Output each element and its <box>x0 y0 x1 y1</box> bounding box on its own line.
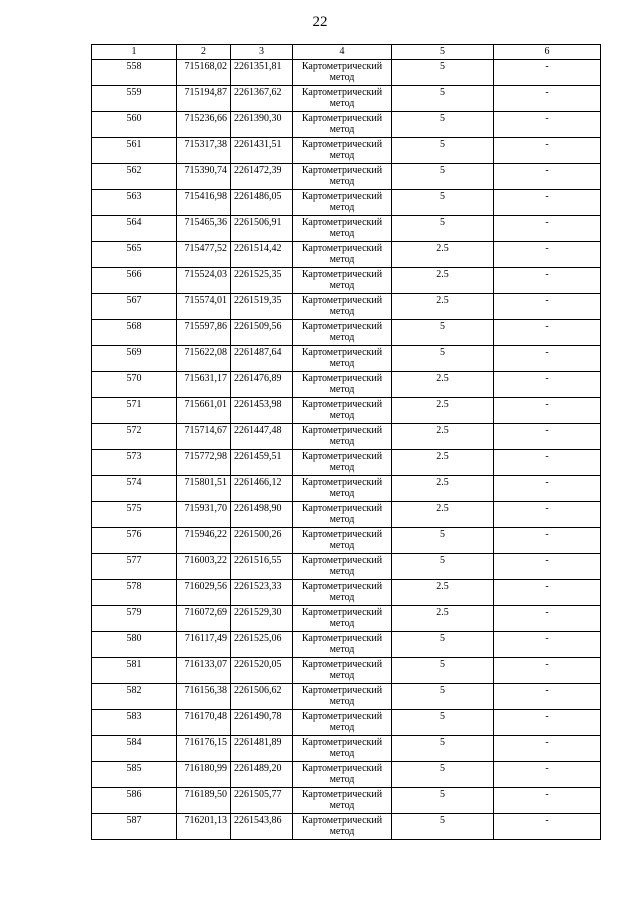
point-number-cell: 558 <box>92 60 177 86</box>
x-coordinate-cell: 715477,52 <box>177 242 231 268</box>
table-row <box>92 164 601 190</box>
accuracy-cell: 5 <box>392 346 494 372</box>
y-coordinate-cell: 2261520,05 <box>231 658 293 684</box>
point-number-cell: 581 <box>92 658 177 684</box>
description-cell: - <box>494 138 601 164</box>
description-cell: - <box>494 164 601 190</box>
method-cell: Картометрический метод <box>293 528 392 554</box>
method-cell: Картометрический метод <box>293 164 392 190</box>
y-coordinate-cell: 2261514,42 <box>231 242 293 268</box>
accuracy-cell: 5 <box>392 60 494 86</box>
table-row <box>92 320 601 346</box>
point-number-cell: 571 <box>92 398 177 424</box>
description-cell: - <box>494 320 601 346</box>
y-coordinate-cell: 2261459,51 <box>231 450 293 476</box>
table-row <box>92 580 601 606</box>
point-number-cell: 574 <box>92 476 177 502</box>
y-coordinate-cell: 2261447,48 <box>231 424 293 450</box>
point-number-cell: 578 <box>92 580 177 606</box>
x-coordinate-cell: 715168,02 <box>177 60 231 86</box>
accuracy-cell: 5 <box>392 320 494 346</box>
y-coordinate-cell: 2261498,90 <box>231 502 293 528</box>
accuracy-cell: 5 <box>392 164 494 190</box>
page-number: 22 <box>312 14 328 30</box>
accuracy-cell: 2.5 <box>392 268 494 294</box>
x-coordinate-cell: 716117,49 <box>177 632 231 658</box>
table-row <box>92 502 601 528</box>
method-cell: Картометрический метод <box>293 138 392 164</box>
description-cell: - <box>494 398 601 424</box>
method-cell: Картометрический метод <box>293 372 392 398</box>
point-number-cell: 562 <box>92 164 177 190</box>
x-coordinate-cell: 715661,01 <box>177 398 231 424</box>
point-number-cell: 567 <box>92 294 177 320</box>
y-coordinate-cell: 2261506,62 <box>231 684 293 710</box>
y-coordinate-cell: 2261489,20 <box>231 762 293 788</box>
method-cell: Картометрический метод <box>293 580 392 606</box>
table-row <box>92 216 601 242</box>
table-row <box>92 398 601 424</box>
coordinates-table <box>91 44 601 840</box>
description-cell: - <box>494 450 601 476</box>
point-number-cell: 587 <box>92 814 177 840</box>
table-row <box>92 86 601 112</box>
accuracy-cell: 2.5 <box>392 606 494 632</box>
accuracy-cell: 5 <box>392 632 494 658</box>
y-coordinate-cell: 2261487,64 <box>231 346 293 372</box>
x-coordinate-cell: 716156,38 <box>177 684 231 710</box>
accuracy-cell: 2.5 <box>392 242 494 268</box>
point-number-cell: 580 <box>92 632 177 658</box>
accuracy-cell: 2.5 <box>392 372 494 398</box>
x-coordinate-cell: 715317,38 <box>177 138 231 164</box>
description-cell: - <box>494 580 601 606</box>
point-number-cell: 572 <box>92 424 177 450</box>
x-coordinate-cell: 715714,67 <box>177 424 231 450</box>
accuracy-cell: 5 <box>392 658 494 684</box>
table-row <box>92 190 601 216</box>
accuracy-cell: 5 <box>392 138 494 164</box>
y-coordinate-cell: 2261486,05 <box>231 190 293 216</box>
method-cell: Картометрический метод <box>293 684 392 710</box>
y-coordinate-cell: 2261476,89 <box>231 372 293 398</box>
description-cell: - <box>494 658 601 684</box>
description-cell: - <box>494 528 601 554</box>
y-coordinate-cell: 2261481,89 <box>231 736 293 762</box>
description-cell: - <box>494 632 601 658</box>
table-row <box>92 372 601 398</box>
column-header-6: 6 <box>494 45 601 60</box>
method-cell: Картометрический метод <box>293 788 392 814</box>
column-header-1: 1 <box>92 45 177 60</box>
x-coordinate-cell: 715574,01 <box>177 294 231 320</box>
x-coordinate-cell: 715597,86 <box>177 320 231 346</box>
description-cell: - <box>494 216 601 242</box>
point-number-cell: 566 <box>92 268 177 294</box>
method-cell: Картометрический метод <box>293 632 392 658</box>
x-coordinate-cell: 716072,69 <box>177 606 231 632</box>
description-cell: - <box>494 60 601 86</box>
table-row <box>92 138 601 164</box>
table-row <box>92 268 601 294</box>
method-cell: Картометрический метод <box>293 190 392 216</box>
method-cell: Картометрический метод <box>293 814 392 840</box>
y-coordinate-cell: 2261490,78 <box>231 710 293 736</box>
y-coordinate-cell: 2261505,77 <box>231 788 293 814</box>
description-cell: - <box>494 476 601 502</box>
accuracy-cell: 5 <box>392 554 494 580</box>
method-cell: Картометрический метод <box>293 762 392 788</box>
accuracy-cell: 5 <box>392 736 494 762</box>
table-body <box>92 60 601 840</box>
point-number-cell: 579 <box>92 606 177 632</box>
table-row <box>92 762 601 788</box>
point-number-cell: 573 <box>92 450 177 476</box>
table-row <box>92 476 601 502</box>
point-number-cell: 564 <box>92 216 177 242</box>
x-coordinate-cell: 716170,48 <box>177 710 231 736</box>
method-cell: Картометрический метод <box>293 554 392 580</box>
method-cell: Картометрический метод <box>293 294 392 320</box>
method-cell: Картометрический метод <box>293 710 392 736</box>
y-coordinate-cell: 2261523,33 <box>231 580 293 606</box>
x-coordinate-cell: 715631,17 <box>177 372 231 398</box>
y-coordinate-cell: 2261525,35 <box>231 268 293 294</box>
point-number-cell: 582 <box>92 684 177 710</box>
accuracy-cell: 2.5 <box>392 580 494 606</box>
description-cell: - <box>494 554 601 580</box>
accuracy-cell: 5 <box>392 762 494 788</box>
description-cell: - <box>494 814 601 840</box>
accuracy-cell: 5 <box>392 216 494 242</box>
accuracy-cell: 2.5 <box>392 450 494 476</box>
y-coordinate-cell: 2261453,98 <box>231 398 293 424</box>
point-number-cell: 575 <box>92 502 177 528</box>
point-number-cell: 563 <box>92 190 177 216</box>
table-row <box>92 554 601 580</box>
table-row <box>92 736 601 762</box>
accuracy-cell: 5 <box>392 528 494 554</box>
table-row <box>92 684 601 710</box>
method-cell: Картометрический метод <box>293 476 392 502</box>
y-coordinate-cell: 2261466,12 <box>231 476 293 502</box>
y-coordinate-cell: 2261525,06 <box>231 632 293 658</box>
x-coordinate-cell: 716003,22 <box>177 554 231 580</box>
point-number-cell: 570 <box>92 372 177 398</box>
point-number-cell: 585 <box>92 762 177 788</box>
x-coordinate-cell: 715524,03 <box>177 268 231 294</box>
method-cell: Картометрический метод <box>293 658 392 684</box>
table-row <box>92 424 601 450</box>
method-cell: Картометрический метод <box>293 268 392 294</box>
table-row <box>92 814 601 840</box>
column-header-2: 2 <box>177 45 231 60</box>
method-cell: Картометрический метод <box>293 242 392 268</box>
description-cell: - <box>494 190 601 216</box>
x-coordinate-cell: 715801,51 <box>177 476 231 502</box>
accuracy-cell: 5 <box>392 788 494 814</box>
y-coordinate-cell: 2261509,56 <box>231 320 293 346</box>
table-row <box>92 606 601 632</box>
table-header <box>92 45 601 60</box>
column-header-4: 4 <box>293 45 392 60</box>
description-cell: - <box>494 346 601 372</box>
x-coordinate-cell: 716201,13 <box>177 814 231 840</box>
table-row <box>92 632 601 658</box>
method-cell: Картометрический метод <box>293 86 392 112</box>
column-header-5: 5 <box>392 45 494 60</box>
x-coordinate-cell: 715946,22 <box>177 528 231 554</box>
table-row <box>92 242 601 268</box>
method-cell: Картометрический метод <box>293 216 392 242</box>
description-cell: - <box>494 372 601 398</box>
point-number-cell: 584 <box>92 736 177 762</box>
y-coordinate-cell: 2261351,81 <box>231 60 293 86</box>
description-cell: - <box>494 788 601 814</box>
table-row <box>92 346 601 372</box>
table-row <box>92 658 601 684</box>
y-coordinate-cell: 2261431,51 <box>231 138 293 164</box>
description-cell: - <box>494 294 601 320</box>
description-cell: - <box>494 112 601 138</box>
x-coordinate-cell: 716180,99 <box>177 762 231 788</box>
x-coordinate-cell: 715465,36 <box>177 216 231 242</box>
accuracy-cell: 5 <box>392 684 494 710</box>
table-row <box>92 450 601 476</box>
x-coordinate-cell: 715772,98 <box>177 450 231 476</box>
point-number-cell: 577 <box>92 554 177 580</box>
y-coordinate-cell: 2261506,91 <box>231 216 293 242</box>
accuracy-cell: 5 <box>392 710 494 736</box>
method-cell: Картометрический метод <box>293 60 392 86</box>
accuracy-cell: 2.5 <box>392 294 494 320</box>
x-coordinate-cell: 715622,08 <box>177 346 231 372</box>
point-number-cell: 586 <box>92 788 177 814</box>
point-number-cell: 559 <box>92 86 177 112</box>
x-coordinate-cell: 715236,66 <box>177 112 231 138</box>
x-coordinate-cell: 716189,50 <box>177 788 231 814</box>
description-cell: - <box>494 710 601 736</box>
method-cell: Картометрический метод <box>293 450 392 476</box>
description-cell: - <box>494 762 601 788</box>
table-row <box>92 60 601 86</box>
table-row <box>92 710 601 736</box>
x-coordinate-cell: 716029,56 <box>177 580 231 606</box>
table-row <box>92 528 601 554</box>
x-coordinate-cell: 715194,87 <box>177 86 231 112</box>
y-coordinate-cell: 2261472,39 <box>231 164 293 190</box>
y-coordinate-cell: 2261390,30 <box>231 112 293 138</box>
y-coordinate-cell: 2261543,86 <box>231 814 293 840</box>
description-cell: - <box>494 606 601 632</box>
y-coordinate-cell: 2261516,55 <box>231 554 293 580</box>
description-cell: - <box>494 684 601 710</box>
method-cell: Картометрический метод <box>293 320 392 346</box>
description-cell: - <box>494 268 601 294</box>
accuracy-cell: 5 <box>392 86 494 112</box>
point-number-cell: 569 <box>92 346 177 372</box>
method-cell: Картометрический метод <box>293 398 392 424</box>
y-coordinate-cell: 2261367,62 <box>231 86 293 112</box>
x-coordinate-cell: 716176,15 <box>177 736 231 762</box>
point-number-cell: 561 <box>92 138 177 164</box>
description-cell: - <box>494 502 601 528</box>
table-row <box>92 294 601 320</box>
column-header-3: 3 <box>231 45 293 60</box>
point-number-cell: 568 <box>92 320 177 346</box>
method-cell: Картометрический метод <box>293 736 392 762</box>
accuracy-cell: 2.5 <box>392 424 494 450</box>
description-cell: - <box>494 424 601 450</box>
accuracy-cell: 5 <box>392 112 494 138</box>
x-coordinate-cell: 715416,98 <box>177 190 231 216</box>
accuracy-cell: 5 <box>392 190 494 216</box>
description-cell: - <box>494 736 601 762</box>
table-row <box>92 788 601 814</box>
x-coordinate-cell: 716133,07 <box>177 658 231 684</box>
method-cell: Картометрический метод <box>293 424 392 450</box>
method-cell: Картометрический метод <box>293 112 392 138</box>
point-number-cell: 576 <box>92 528 177 554</box>
point-number-cell: 565 <box>92 242 177 268</box>
y-coordinate-cell: 2261500,26 <box>231 528 293 554</box>
accuracy-cell: 2.5 <box>392 398 494 424</box>
method-cell: Картометрический метод <box>293 346 392 372</box>
accuracy-cell: 2.5 <box>392 476 494 502</box>
accuracy-cell: 2.5 <box>392 502 494 528</box>
table-row <box>92 112 601 138</box>
header-row <box>92 45 601 60</box>
description-cell: - <box>494 86 601 112</box>
accuracy-cell: 5 <box>392 814 494 840</box>
point-number-cell: 583 <box>92 710 177 736</box>
x-coordinate-cell: 715390,74 <box>177 164 231 190</box>
point-number-cell: 560 <box>92 112 177 138</box>
y-coordinate-cell: 2261529,30 <box>231 606 293 632</box>
y-coordinate-cell: 2261519,35 <box>231 294 293 320</box>
method-cell: Картометрический метод <box>293 502 392 528</box>
description-cell: - <box>494 242 601 268</box>
x-coordinate-cell: 715931,70 <box>177 502 231 528</box>
method-cell: Картометрический метод <box>293 606 392 632</box>
